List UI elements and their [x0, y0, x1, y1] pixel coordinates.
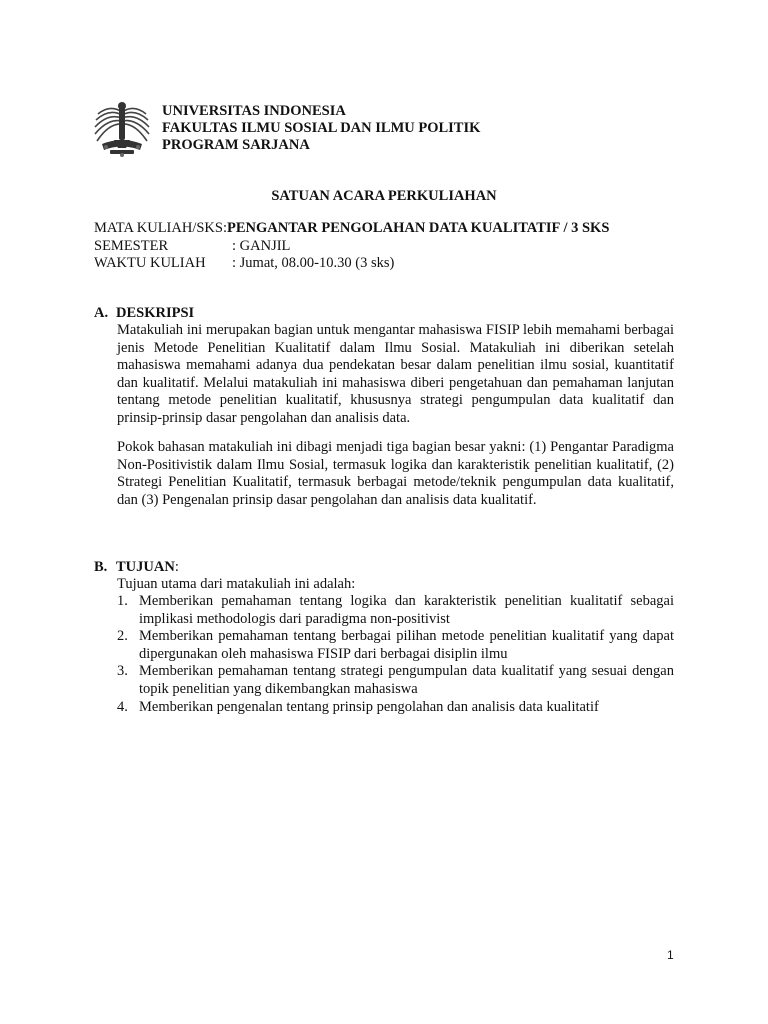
list-item-number: 2.	[117, 628, 128, 645]
section-a-heading	[94, 305, 194, 322]
list-item	[117, 663, 674, 698]
section-b-title: TUJUAN	[116, 559, 175, 575]
course-label: MATA KULIAH/SKS:	[94, 220, 227, 236]
list-item-text: Memberikan pengenalan tentang prinsip pengolahan dan analisis data kualitatif	[139, 698, 599, 715]
list-item-number: 1.	[117, 593, 128, 609]
time-value: : Jumat, 08.00-10.30 (3 sks)	[232, 255, 395, 271]
semester-row	[94, 238, 609, 256]
section-b-letter: B.	[94, 559, 108, 575]
list-item-text: Memberikan pemahaman tentang logika dan karakteristik penelitian kualitatif sebagai implikasi methodologis dari paradigma non-positivist	[139, 593, 674, 627]
section-b-heading	[94, 559, 179, 576]
semester-label: SEMESTER	[94, 237, 169, 254]
list-item	[117, 593, 674, 628]
university-seal-icon	[92, 100, 152, 158]
section-a-letter: A.	[94, 305, 109, 321]
list-item	[117, 699, 674, 717]
university-name: UNIVERSITAS INDONESIA	[162, 103, 346, 119]
course-meta	[94, 220, 609, 273]
time-row	[94, 255, 609, 273]
objectives-list	[117, 593, 674, 716]
description-paragraph-2: Pokok bahasan matakuliah ini dibagi menjadi tiga bagian besar yakni: (1) Pengantar Paradigma Non-Positivistik dalam Ilmu Sosial, termasuk logika dan karakteristik penelitian kualitatif, (2) Strategi Penelitian Kualitatif, termasuk berbagai metode/teknik pengumpulan data kualitatif, dan (3) Pengenalan prinsip dasar pengolahan dan analisis data kualitatif.	[117, 439, 674, 508]
program-name: PROGRAM SARJANA	[162, 137, 310, 153]
objectives-intro: Tujuan utama dari matakuliah ini adalah:	[117, 576, 356, 592]
faculty-name: FAKULTAS ILMU SOSIAL DAN ILMU POLITIK	[162, 120, 481, 136]
description-paragraph-1: Matakuliah ini merupakan bagian untuk mengantar mahasiswa FISIP lebih memahami berbagai jenis Metode Penelitian Kualitatif dalam Ilmu Sosial. Matakuliah ini diberikan setelah mahasiswa memahami adanya dua pendekatan besar dalam penelitian ilmu sosial, kuantitatif dan kualitatif. Melalui matakuliah ini mahasiswa diberi pengetahuan dan pemahaman lanjutan tentang metode penelitian kualitatif, khususnya strategi pengumpulan data kualitatif dan prinsip-prinsip dasar pengolahan dan analisis data.	[117, 322, 674, 426]
course-value: PENGANTAR PENGOLAHAN DATA KUALITATIF / 3 SKS	[226, 220, 610, 236]
section-b-colon: :	[174, 559, 179, 575]
time-label: WAKTU KULIAH	[94, 255, 206, 271]
page-number: 1	[667, 948, 674, 962]
semester-value: : GANJIL	[232, 237, 291, 254]
section-a-title: DESKRIPSI	[116, 305, 195, 321]
list-item-text: Memberikan pemahaman tentang berbagai pilihan metode penelitian kualitatif yang dapat dipergunakan oleh mahasiswa FISIP dari berbagai disiplin ilmu	[139, 628, 674, 662]
list-item	[117, 628, 674, 663]
institution-header	[162, 103, 480, 154]
list-item-number: 4.	[117, 698, 128, 715]
course-row	[94, 220, 609, 238]
list-item-text: Memberikan pemahaman tentang strategi pengumpulan data kualitatif yang sesuai dengan topik penelitian yang dikembangkan mahasiswa	[139, 663, 674, 697]
document-title: SATUAN ACARA PERKULIAHAN	[271, 188, 497, 204]
list-item-number: 3.	[117, 663, 128, 680]
